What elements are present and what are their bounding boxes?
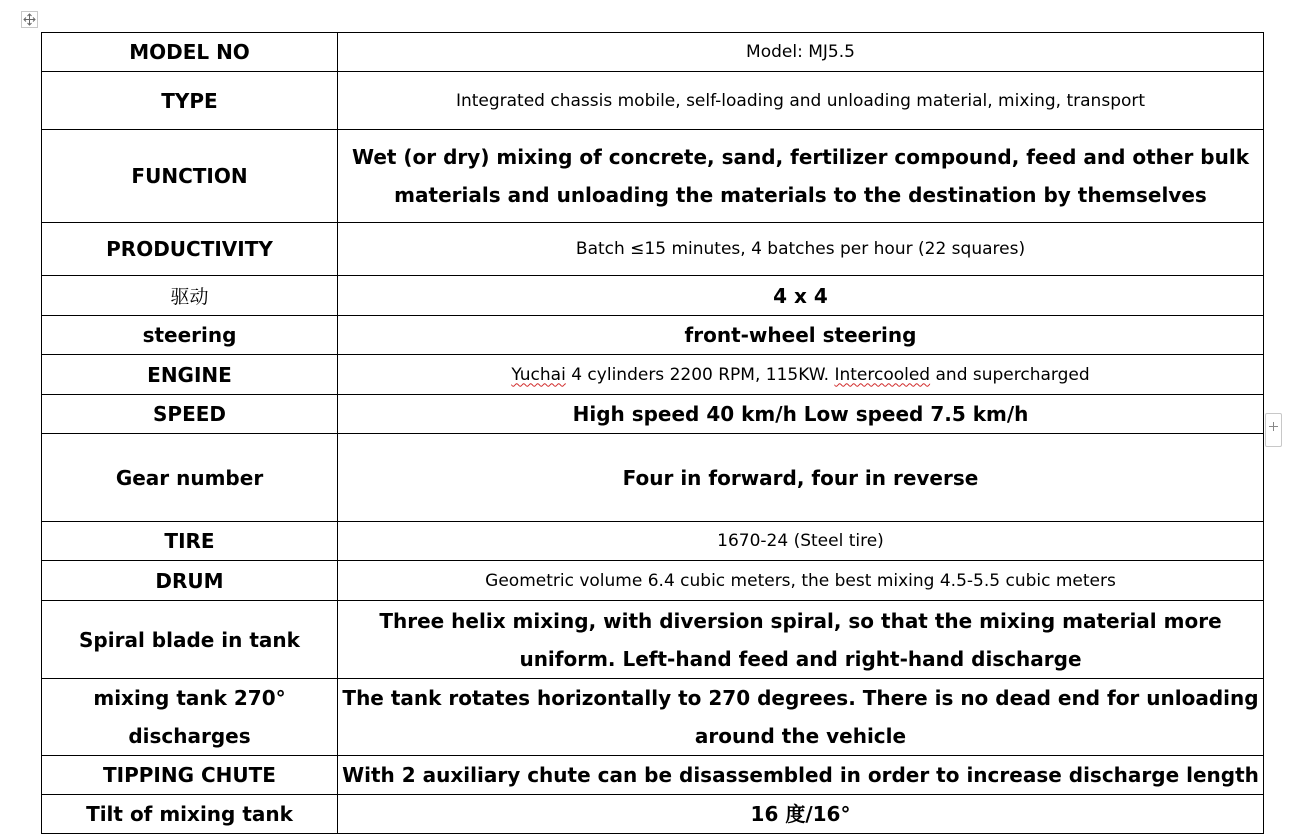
spellcheck-word: Intercooled	[834, 364, 931, 385]
table-row	[42, 130, 1264, 223]
add-column-handle[interactable]	[1265, 413, 1282, 447]
spec-label: mixing tank 270° discharges	[42, 679, 338, 756]
spec-label: steering	[42, 316, 338, 355]
spec-label: Tilt of mixing tank	[42, 795, 338, 834]
spec-value: 4 x 4	[338, 276, 1264, 316]
spec-value: Three helix mixing, with diversion spiral, so that the mixing material more uniform. Left-hand feed and right-hand discharge	[338, 601, 1264, 679]
spec-value: Geometric volume 6.4 cubic meters, the best mixing 4.5-5.5 cubic meters	[338, 561, 1264, 601]
table-row	[42, 522, 1264, 561]
move-arrows-icon	[22, 12, 37, 27]
spec-value: 16 度/16°	[338, 795, 1264, 834]
spec-label: SPEED	[42, 395, 338, 434]
table-row	[42, 316, 1264, 355]
spec-label: 驱动	[42, 276, 338, 316]
engine-text: and supercharged	[930, 364, 1090, 385]
spec-value: With 2 auxiliary chute can be disassembled in order to increase discharge length	[338, 756, 1264, 795]
table-row	[42, 355, 1264, 395]
table-row	[42, 679, 1264, 756]
spec-value: front-wheel steering	[338, 316, 1264, 355]
spec-label: PRODUCTIVITY	[42, 223, 338, 276]
specification-table	[41, 32, 1264, 834]
table-row	[42, 223, 1264, 276]
spec-value: Batch ≤15 minutes, 4 batches per hour (22 squares)	[338, 223, 1264, 276]
spec-value: The tank rotates horizontally to 270 degrees. There is no dead end for unloading around the vehicle	[338, 679, 1264, 756]
spec-value: 1670-24 (Steel tire)	[338, 522, 1264, 561]
spec-label: FUNCTION	[42, 130, 338, 223]
spec-value: High speed 40 km/h Low speed 7.5 km/h	[338, 395, 1264, 434]
spec-value: Wet (or dry) mixing of concrete, sand, fertilizer compound, feed and other bulk materials and unloading the materials to the destination by themselves	[338, 130, 1264, 223]
plus-icon	[1269, 422, 1278, 431]
spec-label: MODEL NO	[42, 33, 338, 72]
table-row	[42, 434, 1264, 522]
table-row	[42, 756, 1264, 795]
spec-value-engine	[338, 355, 1264, 395]
table-row	[42, 72, 1264, 130]
table-row	[42, 561, 1264, 601]
table-row	[42, 395, 1264, 434]
table-move-handle[interactable]	[21, 11, 38, 28]
spec-label: TIPPING CHUTE	[42, 756, 338, 795]
table-row	[42, 33, 1264, 72]
spec-label: Spiral blade in tank	[42, 601, 338, 679]
spec-value: Integrated chassis mobile, self-loading and unloading material, mixing, transport	[338, 72, 1264, 130]
table-row	[42, 795, 1264, 834]
spec-label: TYPE	[42, 72, 338, 130]
spec-label: TIRE	[42, 522, 338, 561]
table-row	[42, 601, 1264, 679]
engine-text: 4 cylinders 2200 RPM, 115KW.	[565, 364, 835, 385]
spellcheck-word: Yuchai	[511, 364, 566, 385]
spec-value: Four in forward, four in reverse	[338, 434, 1264, 522]
table-row	[42, 276, 1264, 316]
spec-label: Gear number	[42, 434, 338, 522]
spec-label: ENGINE	[42, 355, 338, 395]
spec-value: Model: MJ5.5	[338, 33, 1264, 72]
spec-label: DRUM	[42, 561, 338, 601]
